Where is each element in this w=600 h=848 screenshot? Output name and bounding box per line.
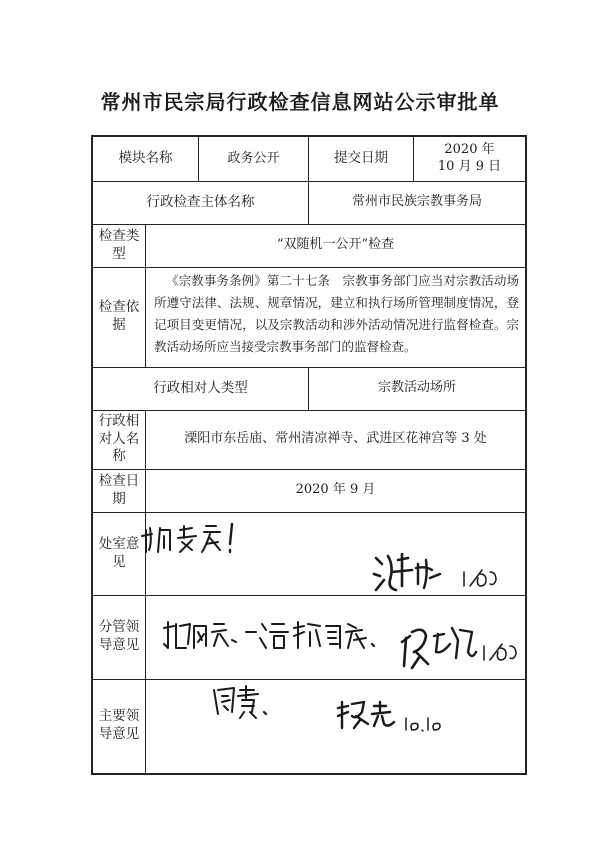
chief-opinion-handwriting [210,682,280,722]
row-divider [93,595,525,596]
chief-sign-date [402,714,442,734]
deputy-sign-date [480,640,520,664]
counterpart-name-value: 溧阳市东岳庙、常州清凉禅寺、武进区花神宫等 3 处 [184,431,487,447]
inspection-date-label: 检查日期 [98,472,140,507]
submit-date-year: 2020 年 [444,142,495,158]
office-opinion-handwriting [140,520,240,560]
office-signature [372,550,452,595]
inspection-subject-label: 行政检查主体名称 [146,193,255,210]
inspection-basis-value: 《宗教事务条例》第二十七条 宗教事务部门应当对宗教活动场所遵守法律、法规、规章情况，建立和执行场所管理制度情况，登记项目变更情况，以及宗教活动和涉外活动情况进行监督检查。宗教活动场所应当接受宗教事务部门的监督检查。 [154,273,519,354]
counterpart-name-label: 行政相对人名称 [98,413,140,465]
inspection-subject-value: 常州市民族宗教事务局 [351,194,482,210]
page-title: 常州市民宗局行政检查信息网站公示审批单 [100,90,500,114]
inspection-basis-label: 检查依据 [98,299,140,333]
deputy-opinion-handwriting [160,618,380,654]
approval-form-table [91,135,527,775]
row-divider [93,679,525,680]
submit-date-day: 10 月 9 日 [437,159,502,174]
inspection-type-value: “双随机一公开”检查 [276,237,395,253]
chief-opinion-label: 主要领导意见 [98,708,140,742]
office-sign-date [460,566,500,590]
submit-date-label: 提交日期 [334,150,388,167]
counterpart-type-label: 行政相对人类型 [153,379,248,396]
deputy-opinion-label: 分管领导意见 [98,619,140,653]
submit-date-value [414,137,525,181]
module-name-label: 模块名称 [118,150,173,167]
office-opinion-label: 处室意见 [98,535,140,570]
inspection-date-value: 2020 年 9 月 [295,482,376,498]
module-name-value: 政务公开 [227,150,280,166]
counterpart-type-value: 宗教活动场所 [377,380,456,396]
row-divider [93,512,525,513]
inspection-type-label: 检查类型 [98,227,140,262]
chief-signature [334,698,404,732]
deputy-signature [398,622,478,670]
